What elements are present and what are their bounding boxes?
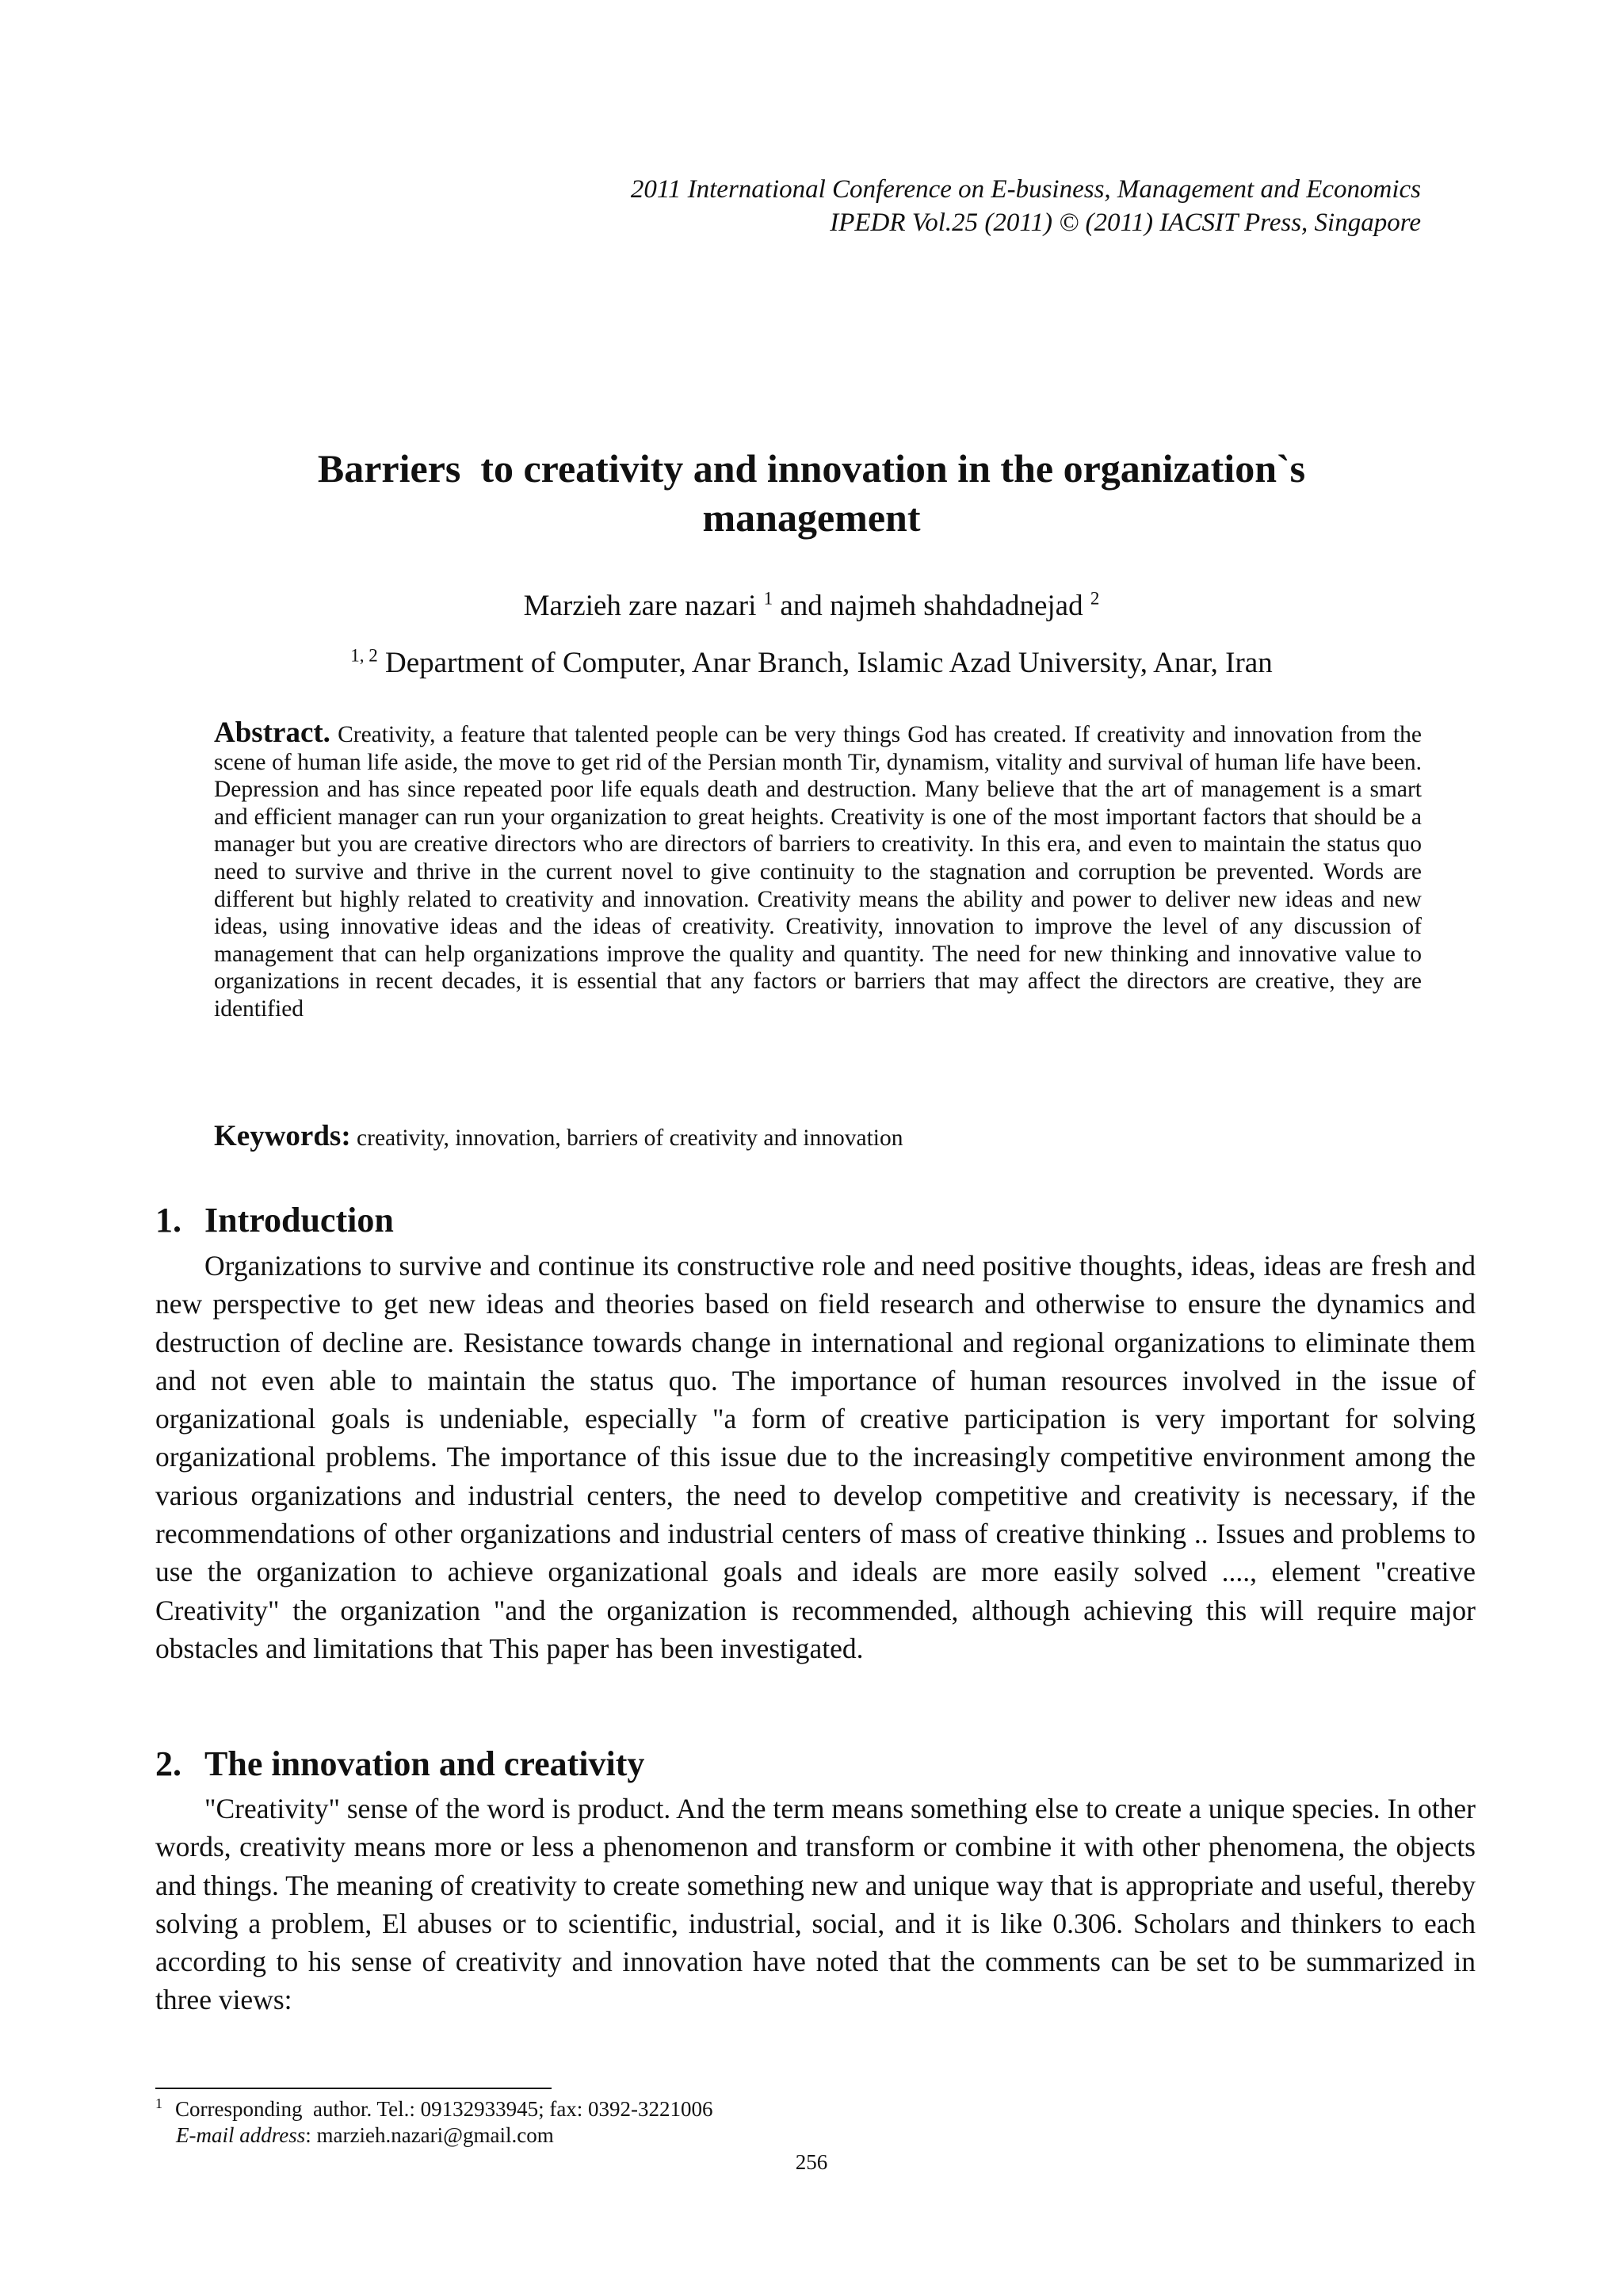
footnote xyxy=(155,2096,713,2149)
section-body-innovation: "Creativity" sense of the word is product. And the term means something else to create a unique species. In other words, creativity means more or less a phenomenon and transform or combine it with other phenomena, the objects and things. The meaning of creativity to create something new and unique way that is appropriate and useful, thereby solving a problem, El abuses or to scientific, industrial, social, and it is like 0.306. Scholars and thinkers to each according to his sense of creativity and innovation have noted that the comments can be set to be summarized in three views: xyxy=(155,1793,1476,2016)
section-title: The innovation and creativity xyxy=(204,1744,645,1783)
abstract-label: Abstract. xyxy=(214,716,330,749)
abstract xyxy=(214,716,1423,1023)
footnote-line-1 xyxy=(155,2096,713,2122)
footnote-rule xyxy=(155,2088,552,2089)
section-title: Introduction xyxy=(204,1201,394,1240)
affiliation-text: Department of Computer, Anar Branch, Islamic Azad University, Anar, Iran xyxy=(385,647,1273,679)
author-list xyxy=(0,588,1623,625)
section-number: 2. xyxy=(155,1744,181,1783)
email-label: E-mail address xyxy=(176,2123,306,2147)
affiliation-marks: 1, 2 xyxy=(350,645,378,666)
section-number: 1. xyxy=(155,1201,181,1240)
header-proceedings: IPEDR Vol.25 (2011) © (2011) IACSIT Press, Singapore xyxy=(830,208,1421,237)
footnote-contact: Corresponding author. Tel.: 09132933945; fax: 0392-3221006 xyxy=(175,2097,713,2121)
running-header xyxy=(631,173,1421,239)
keywords-label: Keywords: xyxy=(214,1120,351,1152)
paper-title xyxy=(0,444,1623,542)
author-1-mark: 1 xyxy=(763,588,773,609)
section-heading-introduction xyxy=(155,1199,394,1242)
keywords-text: creativity, innovation, barriers of creativity and innovation xyxy=(357,1125,903,1151)
title-line-2: management xyxy=(702,495,921,540)
footnote-mark: 1 xyxy=(155,2095,162,2111)
keywords xyxy=(214,1120,1422,1155)
author-2-mark: 2 xyxy=(1090,588,1100,609)
author-conjunction: and xyxy=(780,590,823,622)
title-line-1: Barriers to creativity and innovation in the organization`s xyxy=(317,446,1306,491)
email-address: marzieh.nazari@gmail.com xyxy=(316,2123,554,2147)
header-conference: 2011 International Conference on E-business, Management and Economics xyxy=(630,175,1421,204)
footnote-line-2 xyxy=(155,2122,713,2149)
affiliation xyxy=(0,645,1623,682)
page-number: 256 xyxy=(795,2150,828,2174)
email-separator: : xyxy=(305,2123,311,2147)
section-body-introduction: Organizations to survive and continue its constructive role and need positive thoughts, ideas, ideas are fresh and new perspective to get new ideas and theories based on field research and otherwise to ensure the dynamics and destruction of decline are. Resistance towards change in international and regional organizations to eliminate them and not even able to maintain the status quo. The importance of human resources involved in the issue of organizational goals is undeniable, especially "a form of creative participation is very important for solving organizational problems. The importance of this issue due to the increasingly competitive environment among the various organizations and industrial centers, the need to develop competitive and creativity is necessary, if the recommendations of other organizations and industrial centers of mass of creative thinking .. Issues and problems to use the organization to achieve organizational goals and ideals are more easily solved ...., element "creative Creativity" the organization "and the organization is recommended, although achieving this will require major obstacles and limitations that This paper has been investigated. xyxy=(155,1250,1476,1664)
abstract-text: Creativity, a feature that talented people can be very things God has created. If creativity and innovation from the scene of human life aside, the move to get rid of the Persian month Tir, dynamism, vitality and survival of human life have been. Depression and has since repeated poor life equals death and destruction. Many believe that the art of management is a smart and efficient manager can run your organization to great heights. Creativity is one of the most important factors that should be a manager but you are creative directors who are directors of barriers to creativity. In this era, and even to maintain the status quo need to survive and thrive in the current novel to give continuity to the stagnation and corruption be prevented. Words are different but highly related to creativity and innovation. Creativity means the ability and power to deliver new ideas and new ideas, using innovative ideas and the ideas of creativity. Creativity, innovation to improve the level of any discussion of management that can help organizations improve the quality and quantity. The need for new thinking and innovative value to organizations in recent decades, it is essential that any factors or barriers that may affect the directors are creative, they are identified xyxy=(214,722,1423,1022)
section-heading-innovation xyxy=(155,1743,644,1786)
author-2: najmeh shahdadnejad xyxy=(830,590,1083,622)
author-1: Marzieh zare nazari xyxy=(523,590,757,622)
